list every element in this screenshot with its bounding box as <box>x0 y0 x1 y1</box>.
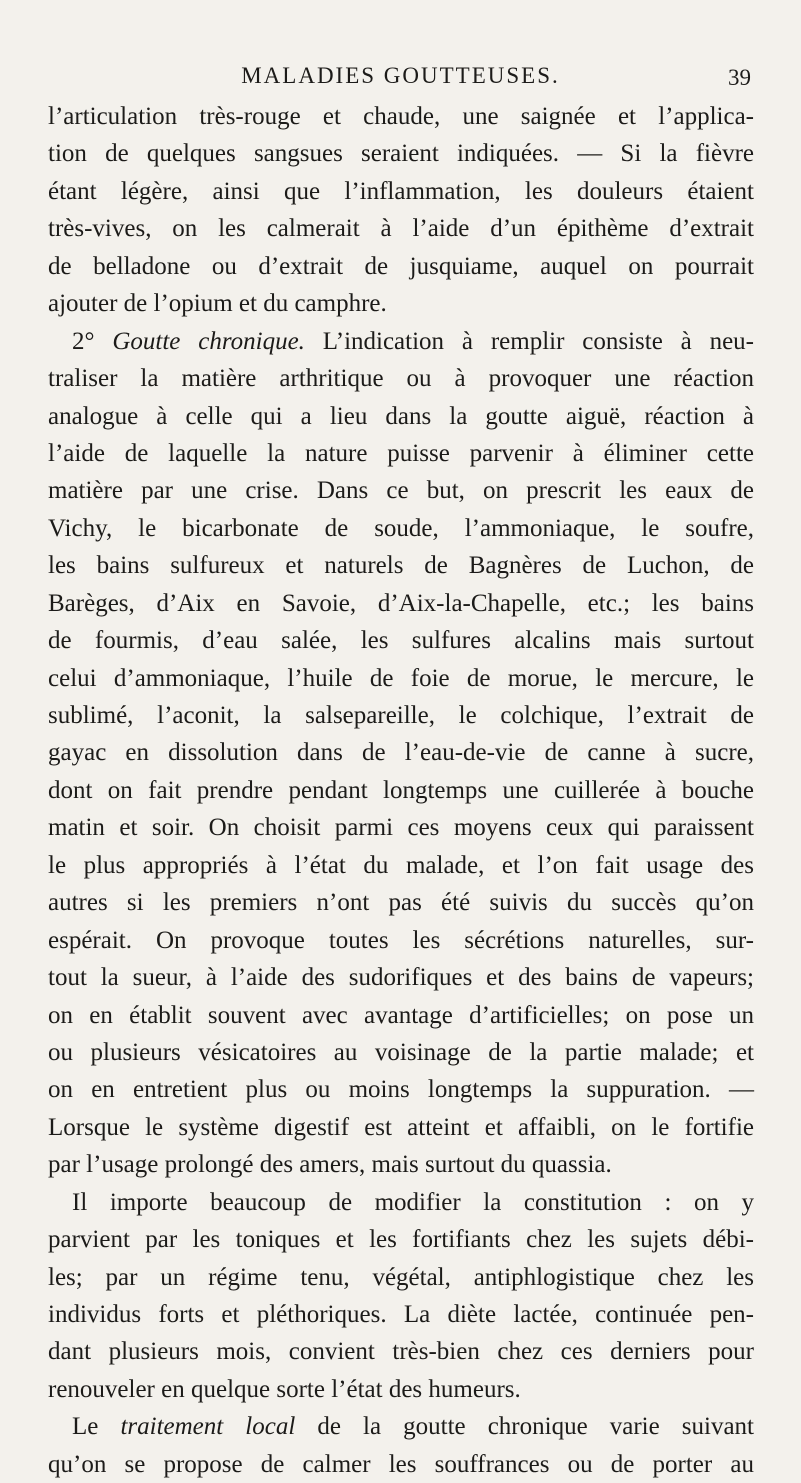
text-line: étant légère, ainsi que l’inflammation, les douleurs étaient <box>48 177 754 205</box>
text-line: très-vives, on les calmerait à l’aide d’un épithème d’extrait <box>48 215 754 243</box>
text-line: gayac en dissolution dans de l’eau-de-vie de canne à sucre, <box>48 739 754 767</box>
text-line: l’articulation très-rouge et chaude, une saignée et l’applica- <box>48 103 754 130</box>
text-line: les; par un régime tenu, végétal, antiphlogistique chez les <box>48 1263 754 1291</box>
text-line: qu’on se propose de calmer les souffrances ou de porter au <box>48 1450 754 1478</box>
text-line: Il importe beaucoup de modifier la constitution : on y <box>72 1188 754 1216</box>
text-line: on en entretient plus ou moins longtemps la suppuration. — <box>48 1076 754 1104</box>
text-line: traliser la matière arthritique ou à provoquer une réaction <box>48 365 754 393</box>
text-line: Vichy, le bicarbonate de soude, l’ammoniaque, le soufre, <box>48 514 754 542</box>
text-line: Le traitement local de la goutte chronique varie suivant <box>72 1413 754 1441</box>
text-line: on en établit souvent avec avantage d’artificielles; on pose un <box>48 1001 754 1029</box>
text-line: sublimé, l’aconit, la salsepareille, le colchique, l’extrait de <box>48 702 754 729</box>
text-line: parvient par les toniques et les fortifiants chez les sujets débi- <box>48 1226 754 1254</box>
text-line: Lorsque le système digestif est atteint et affaibli, on le fortifie <box>48 1113 754 1141</box>
text-line: analogue à celle qui a lieu dans la goutte aiguë, réaction à <box>48 402 754 430</box>
text-line: ajouter de l’opium et du camphre. <box>48 290 387 318</box>
emphasis-term: traitement local <box>120 1413 296 1441</box>
text-line: dont on fait prendre pendant longtemps une cuillerée à bouche <box>48 776 754 804</box>
text-line: celui d’ammoniaque, l’huile de foie de morue, le mercure, le <box>48 664 754 692</box>
text-line: espérait. On provoque toutes les sécrétions naturelles, sur- <box>48 926 754 954</box>
running-title: MALADIES GOUTTEUSES. <box>241 63 560 88</box>
page-header <box>0 60 801 92</box>
page-number: 39 <box>728 65 751 90</box>
text-line: ou plusieurs vésicatoires au voisinage de la partie malade; et <box>48 1038 754 1066</box>
text-line: autres si les premiers n’ont pas été suivis du succès qu’on <box>48 889 754 917</box>
text-line: le plus appropriés à l’état du malade, et l’on fait usage des <box>48 851 754 879</box>
text-line: matière par une crise. Dans ce but, on prescrit les eaux de <box>48 477 754 505</box>
section-heading: Goutte chronique. <box>112 327 305 355</box>
text-line: l’aide de laquelle la nature puisse parvenir à éliminer cette <box>48 439 754 467</box>
text-line: de belladone ou d’extrait de jusquiame, auquel on pourrait <box>48 252 754 280</box>
text-line: renouveler en quelque sorte l’état des humeurs. <box>48 1375 521 1403</box>
text-line: individus forts et pléthoriques. La diète lactée, continuée pen- <box>48 1301 754 1328</box>
text-line: les bains sulfureux et naturels de Bagnères de Luchon, de <box>48 552 754 580</box>
text-line: 2° Goutte chronique. L’indication à remplir consiste à neu- <box>72 327 754 355</box>
body-text <box>48 98 754 1483</box>
text-line: de fourmis, d’eau salée, les sulfures alcalins mais surtout <box>48 627 754 655</box>
text-line: tion de quelques sangsues seraient indiquées. — Si la fièvre <box>48 140 754 168</box>
text-line: Barèges, d’Aix en Savoie, d’Aix-la-Chapelle, etc.; les bains <box>48 589 754 617</box>
text-line: par l’usage prolongé des amers, mais surtout du quassia. <box>48 1151 612 1179</box>
text-line: dant plusieurs mois, convient très-bien chez ces derniers pour <box>48 1338 754 1366</box>
text-line: tout la sueur, à l’aide des sudorifiques et des bains de vapeurs; <box>48 964 754 992</box>
text-line: matin et soir. On choisit parmi ces moyens ceux qui paraissent <box>48 814 754 842</box>
